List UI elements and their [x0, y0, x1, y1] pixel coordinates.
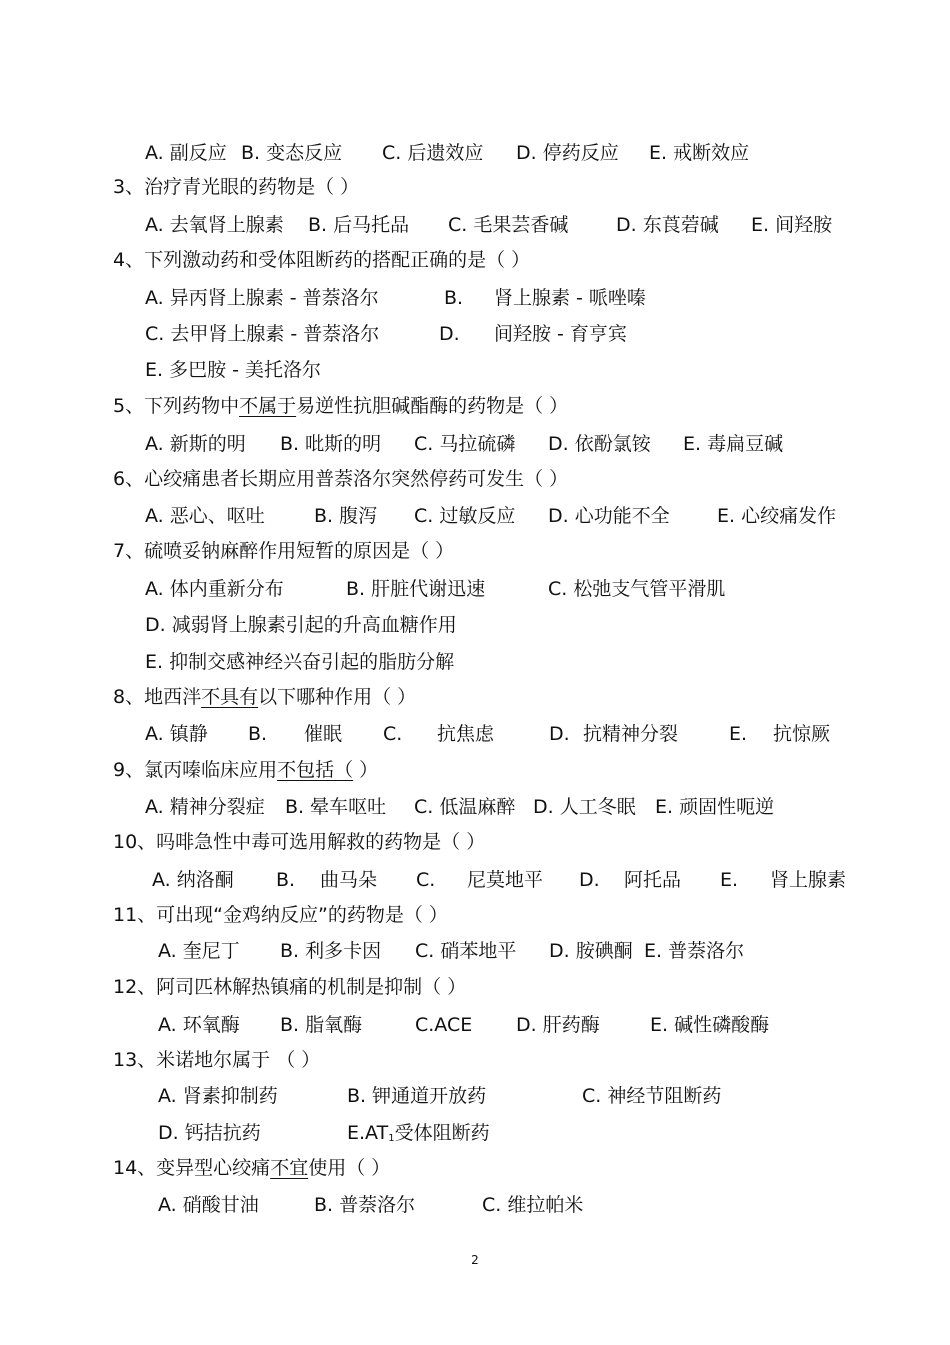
- option-e: E. 心绞痛发作: [717, 505, 837, 527]
- question-8: [113, 685, 416, 709]
- option-c: C. 维拉帕米: [482, 1194, 584, 1216]
- option-a: A. 去氧肾上腺素: [145, 214, 284, 236]
- question-4: 4、下列激动药和受体阻断药的搭配正确的是（ ）: [113, 249, 531, 271]
- option-d-text: 间羟胺 - 育亨宾: [494, 323, 627, 345]
- question-13: 13、米诺地尔属于 （ ）: [113, 1049, 321, 1071]
- question-text: 8、地西泮: [113, 686, 202, 708]
- option-e: E. 戒断效应: [649, 142, 750, 164]
- option-c: C. 神经节阻断药: [582, 1085, 722, 1107]
- option-c: C. 过敏反应: [414, 505, 516, 527]
- option-a: A. 镇静: [145, 723, 208, 745]
- question-text: 9、氯丙嗪临床应用: [113, 759, 278, 781]
- question-5: [113, 394, 568, 418]
- option-e-text: 抗惊厥: [773, 723, 831, 745]
- option-e: E. 毒扁豆碱: [683, 433, 784, 455]
- option-e-letter: E.: [720, 869, 739, 891]
- option-a: A. 纳洛酮: [152, 869, 234, 891]
- question-text: ）: [353, 759, 379, 781]
- option-e: E. 顽固性呃逆: [655, 796, 775, 818]
- question-7: 7、硫喷妥钠麻醉作用短暂的原因是（ ）: [113, 540, 455, 562]
- option-b: B. 肝脏代谢迅速: [346, 578, 486, 600]
- question-text: 以下哪种作用（ ）: [258, 686, 417, 708]
- option-d: D. 肝药酶: [516, 1014, 600, 1036]
- option-d: D. 人工冬眠: [533, 796, 636, 818]
- option-e-prefix: E.AT: [347, 1122, 389, 1144]
- underlined-text: 不具有: [201, 686, 259, 708]
- option-b-letter: B.: [444, 287, 464, 309]
- question-11: 11、可出现“金鸡纳反应”的药物是（ ）: [113, 904, 448, 926]
- option-b: B. 利多卡因: [280, 940, 382, 962]
- subscript: 1: [388, 1133, 395, 1144]
- option-c: C. 松弛支气管平滑肌: [548, 578, 726, 600]
- option-c: C. 低温麻醉: [414, 796, 516, 818]
- option-e-text: 肾上腺素: [770, 869, 847, 891]
- underlined-text: 不属于: [239, 395, 297, 417]
- option-b-letter: B.: [248, 723, 268, 745]
- option-d: D. 东莨菪碱: [616, 214, 719, 236]
- option-b-letter: B.: [276, 869, 296, 891]
- question-12: 12、阿司匹林解热镇痛的机制是抑制（ ）: [113, 976, 467, 998]
- question-text: 14、变异型心绞痛: [113, 1157, 271, 1179]
- option-c: C. 硝苯地平: [415, 940, 517, 962]
- question-6: 6、心绞痛患者长期应用普萘洛尔突然停药可发生（ ）: [113, 468, 569, 490]
- option-d: D. 钙拮抗药: [158, 1122, 261, 1144]
- option-d: D. 心功能不全: [548, 505, 670, 527]
- option-b: B. 普萘洛尔: [314, 1194, 416, 1216]
- option-e-letter: E.: [729, 723, 748, 745]
- option-d: D. 胺碘酮: [549, 940, 633, 962]
- option-b: B. 脂氧酶: [280, 1014, 363, 1036]
- option-c: C. 毛果芸香碱: [448, 214, 569, 236]
- option-e: E. 多巴胺 - 美托洛尔: [145, 359, 322, 381]
- option-e: E. 碱性磷酸酶: [650, 1014, 770, 1036]
- option-b-text: 催眠: [304, 723, 343, 745]
- option-c-text: 抗焦虑: [437, 723, 495, 745]
- option-d-letter: D.: [549, 723, 570, 745]
- option-b: B. 钾通道开放药: [347, 1085, 487, 1107]
- option-b-text: 曲马朵: [320, 869, 378, 891]
- option-a: A. 肾素抑制药: [158, 1085, 278, 1107]
- option-c-letter: C.: [383, 723, 403, 745]
- option-d-letter: D.: [439, 323, 460, 345]
- question-14: [113, 1156, 390, 1180]
- option-c: C. 后遗效应: [382, 142, 484, 164]
- underlined-text: 不宜: [270, 1157, 309, 1179]
- option-d-text: 抗精神分裂: [583, 723, 679, 745]
- page-number: 2: [471, 1253, 479, 1267]
- option-d: D. 减弱肾上腺素引起的升高血糖作用: [145, 614, 457, 636]
- option-a: A. 副反应: [145, 142, 227, 164]
- option-a: A. 新斯的明: [145, 433, 246, 455]
- option-e: [347, 1121, 490, 1151]
- question-text: 易逆性抗胆碱酯酶的药物是（ ）: [296, 395, 569, 417]
- option-a: A. 异丙肾上腺素 - 普萘洛尔: [145, 287, 379, 309]
- option-c-letter: C.: [416, 869, 436, 891]
- option-e: E. 普萘洛尔: [644, 940, 745, 962]
- option-b: B. 变态反应: [241, 142, 343, 164]
- question-9: [113, 758, 378, 782]
- option-b: B. 晕车呕吐: [285, 796, 387, 818]
- question-text: 5、下列药物中: [113, 395, 240, 417]
- option-d-text: 阿托品: [624, 869, 682, 891]
- option-e: E. 间羟胺: [751, 214, 833, 236]
- question-3: 3、治疗青光眼的药物是（ ）: [113, 176, 360, 198]
- option-b: B. 后马托品: [308, 214, 410, 236]
- option-d: D. 停药反应: [516, 142, 619, 164]
- option-a: A. 硝酸甘油: [158, 1194, 259, 1216]
- option-a: A. 体内重新分布: [145, 578, 284, 600]
- option-b-text: 肾上腺素 - 哌唑嗪: [494, 287, 646, 309]
- option-b: B. 腹泻: [314, 505, 378, 527]
- option-b: B. 吡斯的明: [280, 433, 382, 455]
- option-e: E. 抑制交感神经兴奋引起的脂肪分解: [145, 651, 455, 673]
- option-a: A. 环氧酶: [158, 1014, 240, 1036]
- option-c: C. 马拉硫磷: [414, 433, 516, 455]
- option-c-text: 尼莫地平: [467, 869, 544, 891]
- option-a: A. 精神分裂症: [145, 796, 265, 818]
- option-a: A. 恶心、呕吐: [145, 505, 265, 527]
- question-text: 使用（ ）: [308, 1157, 391, 1179]
- underlined-text: 不包括（: [277, 759, 354, 781]
- option-e-suffix: 受体阻断药: [394, 1122, 490, 1144]
- option-c: C. 去甲肾上腺素 - 普萘洛尔: [145, 323, 380, 345]
- option-a: A. 奎尼丁: [158, 940, 240, 962]
- question-10: 10、吗啡急性中毒可选用解救的药物是（ ）: [113, 831, 486, 853]
- option-d-letter: D.: [579, 869, 600, 891]
- option-d: D. 依酚氯铵: [548, 433, 651, 455]
- option-c: C.ACE: [415, 1014, 473, 1036]
